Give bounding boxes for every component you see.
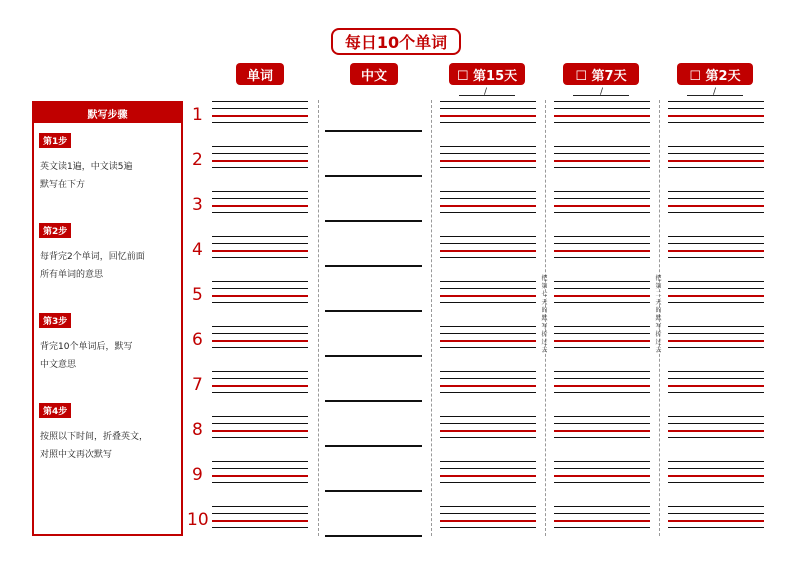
- guide-line-red: [212, 475, 308, 477]
- guide-line: [440, 468, 536, 469]
- guide-line-red: [440, 115, 536, 117]
- guide-line-red: [440, 160, 536, 162]
- guide-line: [554, 506, 650, 507]
- step-2-text: 每背完2个单词，回忆前面 所有单词的意思: [40, 252, 145, 280]
- guide-line: [554, 281, 650, 282]
- guide-line: [554, 146, 650, 147]
- date-slash-day7: /: [600, 87, 604, 97]
- guide-line: [440, 333, 536, 334]
- guide-line: [668, 461, 764, 462]
- guide-line: [212, 326, 308, 327]
- guide-line: [440, 198, 536, 199]
- guide-line: [440, 482, 536, 483]
- guide-line-red: [668, 385, 764, 387]
- guide-line-red: [554, 340, 650, 342]
- guide-line: [668, 347, 764, 348]
- guide-line: [554, 302, 650, 303]
- guide-line: [554, 468, 650, 469]
- guide-line-red: [668, 430, 764, 432]
- guide-line: [440, 506, 536, 507]
- guide-line: [212, 416, 308, 417]
- guide-line: [554, 392, 650, 393]
- guide-line: [554, 333, 650, 334]
- guide-line: [668, 146, 764, 147]
- row-number: 3: [192, 195, 203, 215]
- guide-line: [668, 333, 764, 334]
- guide-line: [440, 212, 536, 213]
- date-slash-day15: /: [484, 87, 488, 97]
- guide-line: [212, 198, 308, 199]
- guide-line: [554, 167, 650, 168]
- guide-line: [668, 198, 764, 199]
- guide-line-red: [668, 475, 764, 477]
- guide-line: [212, 191, 308, 192]
- guide-line: [554, 108, 650, 109]
- guide-line-red: [668, 520, 764, 522]
- guide-line: [440, 527, 536, 528]
- guide-line: [212, 288, 308, 289]
- guide-line: [668, 257, 764, 258]
- guide-line-red: [440, 340, 536, 342]
- row-number: 7: [192, 375, 203, 395]
- step-1-text: 英文读1遍，中文读5遍 默写在下方: [40, 162, 133, 190]
- guide-line: [668, 527, 764, 528]
- guide-line: [554, 288, 650, 289]
- guide-line: [440, 153, 536, 154]
- guide-line-red: [440, 205, 536, 207]
- chinese-line: [325, 175, 422, 177]
- guide-line: [440, 326, 536, 327]
- guide-line: [440, 371, 536, 372]
- guide-line-red: [554, 115, 650, 117]
- guide-line: [440, 108, 536, 109]
- guide-line: [212, 281, 308, 282]
- guide-line: [212, 378, 308, 379]
- guide-line: [212, 257, 308, 258]
- fold-note-day7: 把第七天的默写折过去: [541, 275, 548, 354]
- guide-line-red: [440, 295, 536, 297]
- guide-line-red: [212, 520, 308, 522]
- guide-line: [554, 527, 650, 528]
- guide-line-red: [668, 115, 764, 117]
- guide-line: [668, 468, 764, 469]
- guide-line: [668, 212, 764, 213]
- guide-line: [668, 281, 764, 282]
- guide-line: [554, 198, 650, 199]
- guide-line: [212, 153, 308, 154]
- guide-line-red: [212, 160, 308, 162]
- guide-line-red: [440, 250, 536, 252]
- guide-line-red: [440, 385, 536, 387]
- chinese-line: [325, 265, 422, 267]
- header-day15: ☐ 第15天: [449, 63, 525, 85]
- chinese-line: [325, 310, 422, 312]
- guide-line: [212, 468, 308, 469]
- row-number: 9: [192, 465, 203, 485]
- guide-line: [440, 167, 536, 168]
- guide-line: [668, 243, 764, 244]
- guide-line-red: [212, 340, 308, 342]
- steps-panel: [32, 101, 183, 536]
- chinese-line: [325, 445, 422, 447]
- header-day7: ☐ 第7天: [563, 63, 639, 85]
- fold-line: [318, 100, 319, 536]
- step-3-text: 背完10个单词后，默写 中文意思: [40, 342, 133, 370]
- guide-line: [668, 437, 764, 438]
- row-number: 5: [192, 285, 203, 305]
- guide-line: [212, 108, 308, 109]
- guide-line: [554, 416, 650, 417]
- guide-line-red: [212, 205, 308, 207]
- fold-line: [431, 100, 432, 536]
- guide-line: [440, 416, 536, 417]
- guide-line: [668, 236, 764, 237]
- guide-line: [554, 423, 650, 424]
- header-word: 单词: [236, 63, 284, 85]
- guide-line-red: [554, 385, 650, 387]
- guide-line: [212, 167, 308, 168]
- guide-line: [440, 243, 536, 244]
- guide-line: [668, 122, 764, 123]
- guide-line: [440, 281, 536, 282]
- guide-line-red: [668, 205, 764, 207]
- guide-line: [212, 101, 308, 102]
- guide-line: [212, 146, 308, 147]
- guide-line: [440, 146, 536, 147]
- step-4-tag: 第4步: [39, 403, 71, 418]
- guide-line-red: [554, 250, 650, 252]
- guide-line-red: [554, 295, 650, 297]
- guide-line: [554, 212, 650, 213]
- chinese-line: [325, 400, 422, 402]
- guide-line: [668, 416, 764, 417]
- guide-line-red: [668, 160, 764, 162]
- guide-line: [668, 101, 764, 102]
- guide-line: [668, 371, 764, 372]
- row-number: 4: [192, 240, 203, 260]
- guide-line: [212, 236, 308, 237]
- guide-line-red: [554, 475, 650, 477]
- guide-line-red: [212, 295, 308, 297]
- guide-line: [554, 101, 650, 102]
- guide-line: [668, 167, 764, 168]
- guide-line: [554, 191, 650, 192]
- guide-line: [554, 326, 650, 327]
- guide-line: [554, 122, 650, 123]
- guide-line: [440, 191, 536, 192]
- chinese-line: [325, 535, 422, 537]
- guide-line: [668, 302, 764, 303]
- guide-line-red: [554, 520, 650, 522]
- guide-line: [668, 482, 764, 483]
- guide-line: [440, 437, 536, 438]
- step-1-tag: 第1步: [39, 133, 71, 148]
- guide-line-red: [212, 115, 308, 117]
- header-day2: ☐ 第2天: [677, 63, 753, 85]
- guide-line: [440, 392, 536, 393]
- guide-line: [554, 513, 650, 514]
- guide-line: [668, 288, 764, 289]
- chinese-line: [325, 355, 422, 357]
- guide-line: [668, 191, 764, 192]
- guide-line: [440, 288, 536, 289]
- guide-line: [212, 482, 308, 483]
- guide-line-red: [440, 430, 536, 432]
- guide-line: [440, 461, 536, 462]
- guide-line: [440, 513, 536, 514]
- guide-line: [212, 461, 308, 462]
- guide-line: [554, 347, 650, 348]
- guide-line: [440, 347, 536, 348]
- row-number: 1: [192, 105, 203, 125]
- guide-line: [212, 371, 308, 372]
- guide-line-red: [554, 205, 650, 207]
- guide-line: [212, 423, 308, 424]
- guide-line: [554, 482, 650, 483]
- guide-line: [668, 108, 764, 109]
- guide-line: [212, 392, 308, 393]
- guide-line: [554, 243, 650, 244]
- guide-line: [668, 326, 764, 327]
- guide-line: [212, 212, 308, 213]
- guide-line: [668, 506, 764, 507]
- chinese-line: [325, 220, 422, 222]
- date-slash-day2: /: [713, 87, 717, 97]
- row-number: 6: [192, 330, 203, 350]
- fold-note-day2: 把第二天的默写折过去: [655, 275, 662, 354]
- guide-line: [212, 347, 308, 348]
- header-chinese: 中文: [350, 63, 398, 85]
- guide-line: [554, 236, 650, 237]
- guide-line: [440, 302, 536, 303]
- guide-line: [554, 437, 650, 438]
- guide-line: [440, 257, 536, 258]
- guide-line-red: [668, 295, 764, 297]
- guide-line: [212, 506, 308, 507]
- guide-line: [440, 101, 536, 102]
- step-4-text: 按照以下时间，折叠英文， 对照中文再次默写: [40, 432, 149, 460]
- guide-line: [668, 153, 764, 154]
- step-2-tag: 第2步: [39, 223, 71, 238]
- guide-line: [212, 122, 308, 123]
- guide-line: [554, 153, 650, 154]
- row-number: 8: [192, 420, 203, 440]
- guide-line: [668, 392, 764, 393]
- guide-line-red: [212, 385, 308, 387]
- guide-line-red: [212, 430, 308, 432]
- page-title: 每日10个单词: [331, 28, 461, 55]
- row-number: 2: [192, 150, 203, 170]
- guide-line: [212, 243, 308, 244]
- guide-line: [212, 513, 308, 514]
- guide-line: [212, 302, 308, 303]
- guide-line-red: [212, 250, 308, 252]
- guide-line-red: [668, 250, 764, 252]
- row-number: 10: [187, 510, 209, 530]
- guide-line: [440, 122, 536, 123]
- guide-line: [440, 423, 536, 424]
- guide-line-red: [440, 520, 536, 522]
- chinese-line: [325, 490, 422, 492]
- guide-line: [554, 461, 650, 462]
- guide-line: [554, 378, 650, 379]
- guide-line: [554, 257, 650, 258]
- guide-line: [212, 527, 308, 528]
- guide-line: [212, 333, 308, 334]
- guide-line-red: [668, 340, 764, 342]
- guide-line-red: [554, 430, 650, 432]
- guide-line: [554, 371, 650, 372]
- guide-line: [668, 378, 764, 379]
- guide-line: [440, 236, 536, 237]
- chinese-line: [325, 130, 422, 132]
- guide-line-red: [554, 160, 650, 162]
- step-3-tag: 第3步: [39, 313, 71, 328]
- guide-line: [668, 423, 764, 424]
- guide-line-red: [440, 475, 536, 477]
- guide-line: [212, 437, 308, 438]
- guide-line: [440, 378, 536, 379]
- steps-panel-title: 默写步骤: [34, 103, 181, 123]
- guide-line: [668, 513, 764, 514]
